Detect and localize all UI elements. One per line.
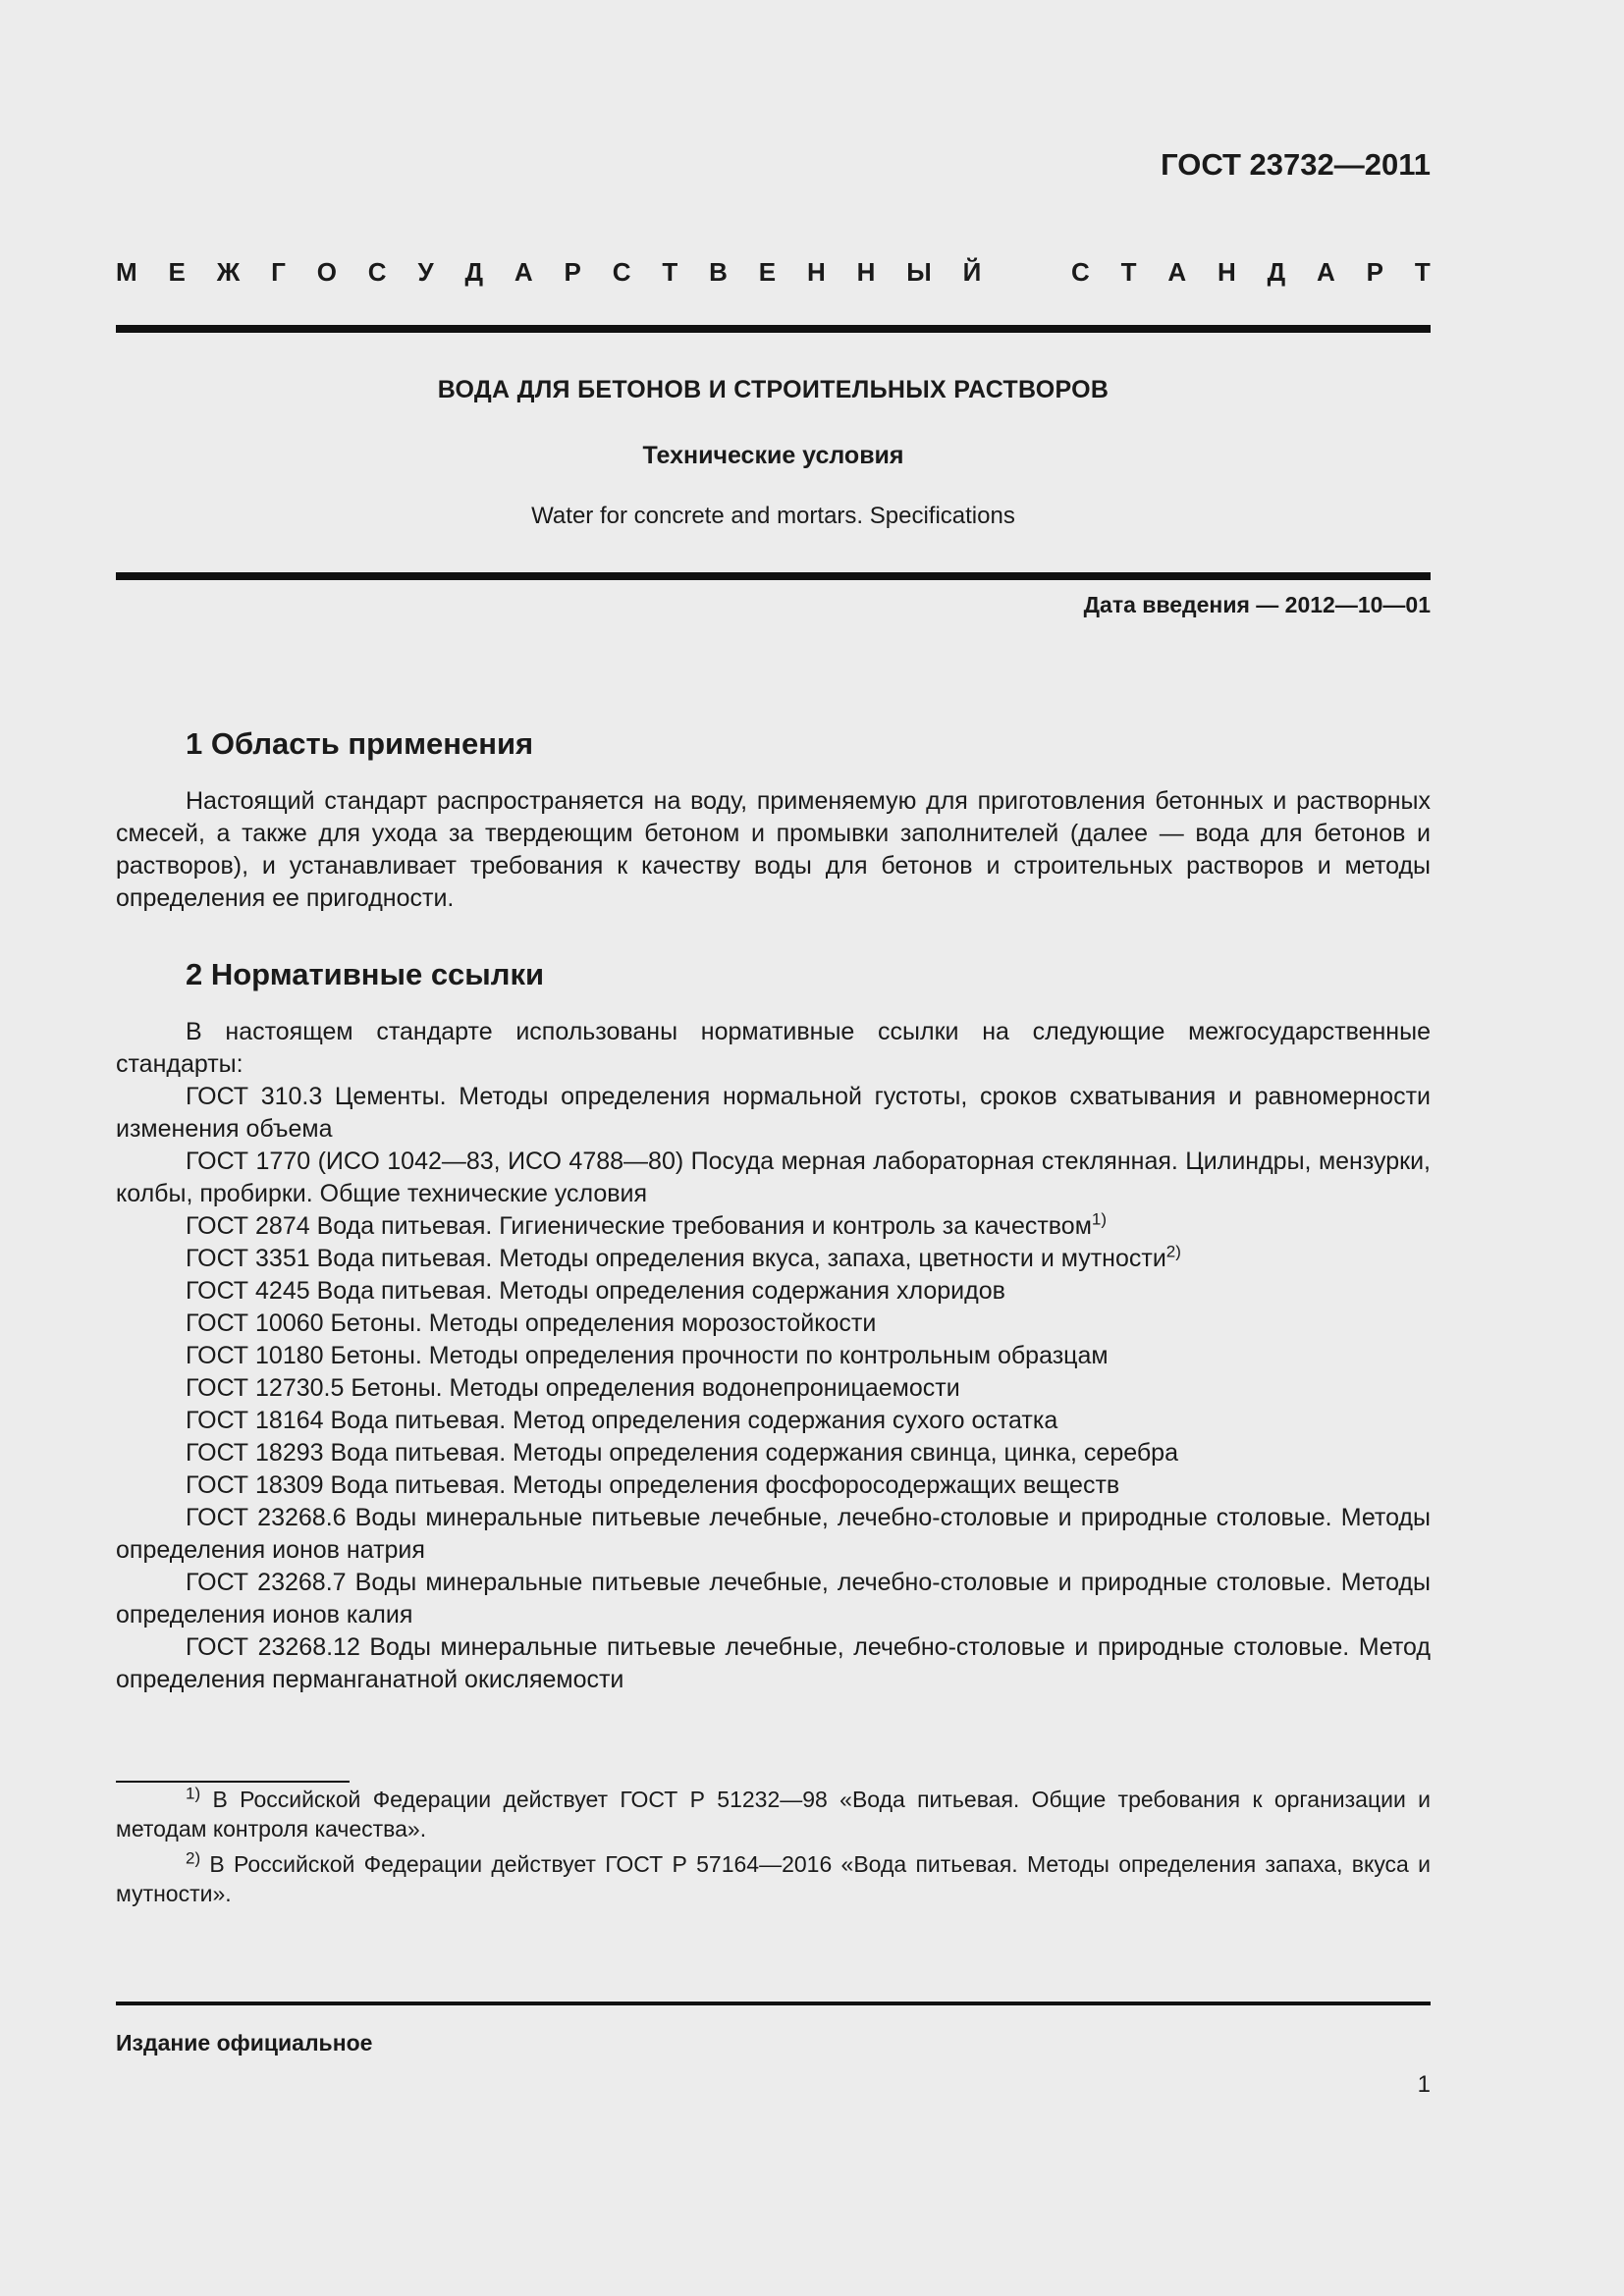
footnote-mark: 2): [186, 1848, 201, 1868]
heading-letter: Н: [856, 257, 876, 287]
heading-letter: Д: [464, 257, 484, 287]
heading-letter: Е: [758, 257, 777, 287]
heading-letter: А: [1167, 257, 1187, 287]
footnote-divider: [116, 1781, 350, 1783]
reference-item: ГОСТ 4245 Вода питьевая. Методы определения содержания хлоридов: [186, 1277, 1005, 1305]
section-2-intro: В настоящем стандарте использованы нормативные ссылки на следующие межгосударственные стандарты:: [116, 1018, 1431, 1078]
document-subtitle: Технические условия: [642, 442, 904, 469]
footnotes: [116, 1785, 1431, 1914]
heading-letter: А: [1317, 257, 1335, 287]
reference-item: ГОСТ 10180 Бетоны. Методы определения прочности по контрольным образцам: [186, 1342, 1109, 1369]
footnote: $^{2)}$ В Российской Федерации действует ГОСТ Р 57164—2016 «Вода питьевая. Методы определения запаха, вкуса и мутности».: [116, 1848, 1431, 1906]
heading-letter: Т: [1414, 257, 1431, 287]
heading-letter: Т: [1120, 257, 1137, 287]
section-2-body: [116, 1016, 1431, 1696]
footnote-mark: 1): [1091, 1209, 1108, 1229]
reference-item: ГОСТ 23268.12 Воды минеральные питьевые лечебные, лечебно-столовые и природные столовые. Метод определения перманганатной окисляемости: [116, 1633, 1431, 1693]
introduction-date: Дата введения — 2012—10—01: [1083, 592, 1431, 617]
section-1-title: 1 Область применения: [186, 726, 534, 761]
footnote-mark: 2): [1165, 1242, 1181, 1261]
heading-letter: С: [1070, 257, 1090, 287]
document-title: ВОДА ДЛЯ БЕТОНОВ И СТРОИТЕЛЬНЫХ РАСТВОРОВ: [437, 376, 1110, 403]
divider-footer: [116, 2002, 1431, 2005]
section-1-body: [116, 785, 1431, 915]
page-number: 1: [1417, 2071, 1431, 2098]
heading-letter: У: [417, 257, 434, 287]
official-edition-label: Издание официальное: [116, 2030, 373, 2056]
reference-item: ГОСТ 23268.6 Воды минеральные питьевые лечебные, лечебно-столовые и природные столовые. Методы определения ионов натрия: [116, 1504, 1431, 1564]
reference-item: ГОСТ 2874 Вода питьевая. Гигиенические требования и контроль за качеством$^{1)}$: [186, 1209, 1108, 1240]
reference-item: ГОСТ 1770 (ИСО 1042—83, ИСО 4788—80) Посуда мерная лабораторная стеклянная. Цилиндры, мензурки, колбы, пробирки. Общие технические условия: [116, 1148, 1431, 1207]
reference-item: ГОСТ 18293 Вода питьевая. Методы определения содержания свинца, цинка, серебра: [186, 1439, 1178, 1467]
heading-letter: Т: [662, 257, 678, 287]
heading-letter: О: [316, 257, 337, 287]
reference-item: ГОСТ 12730.5 Бетоны. Методы определения водонепроницаемости: [186, 1374, 960, 1402]
heading-letter: Е: [168, 257, 186, 287]
heading-letter: Ы: [906, 257, 932, 287]
heading-letter: А: [514, 257, 533, 287]
heading-letter: Р: [1366, 257, 1384, 287]
document-title-english: Water for concrete and mortars. Specifications: [531, 503, 1015, 529]
document-code: ГОСТ 23732—2011: [1161, 147, 1431, 182]
heading-letter: Р: [564, 257, 581, 287]
reference-item: ГОСТ 310.3 Цементы. Методы определения нормальной густоты, сроков схватывания и равномерности изменения объема: [116, 1083, 1431, 1143]
heading-letter: С: [367, 257, 387, 287]
footnote-mark: 1): [186, 1784, 201, 1803]
reference-item: ГОСТ 18309 Вода питьевая. Методы определения фосфоросодержащих веществ: [186, 1471, 1120, 1499]
interstate-standard-heading: [116, 257, 1431, 288]
heading-letter: В: [709, 257, 728, 287]
word-gap: [1012, 257, 1040, 288]
reference-item: ГОСТ 3351 Вода питьевая. Методы определения вкуса, запаха, цветности и мутности$^{2)}$: [186, 1242, 1181, 1272]
heading-letter: Ж: [216, 257, 241, 287]
heading-letter: Н: [806, 257, 826, 287]
heading-letter: Г: [271, 257, 286, 287]
divider-top: [116, 325, 1431, 333]
reference-item: ГОСТ 18164 Вода питьевая. Метод определения содержания сухого остатка: [186, 1407, 1058, 1434]
heading-letter: Д: [1267, 257, 1286, 287]
divider-title-bottom: [116, 572, 1431, 580]
heading-letter: Н: [1218, 257, 1236, 287]
heading-letter: Й: [962, 257, 982, 287]
reference-item: ГОСТ 10060 Бетоны. Методы определения морозостойкости: [186, 1309, 877, 1337]
reference-item: ГОСТ 23268.7 Воды минеральные питьевые лечебные, лечебно-столовые и природные столовые. Методы определения ионов калия: [116, 1569, 1431, 1629]
section-2-title: 2 Нормативные ссылки: [186, 957, 545, 991]
heading-letter: М: [116, 257, 137, 287]
heading-letter: С: [612, 257, 631, 287]
section-1-paragraph: Настоящий стандарт распространяется на воду, применяемую для приготовления бетонных и растворных смесей, а также для ухода за твердеющим бетоном и промывки заполнителей (далее — вода для бетонов и растворов), и устанавливает требования к качеству воды для бетонов и строительных растворов и методы определения ее пригодности.: [116, 787, 1431, 912]
footnote: $^{1)}$ В Российской Федерации действует ГОСТ Р 51232—98 «Вода питьевая. Общие требования к организации и методам контроля качества».: [116, 1784, 1431, 1842]
